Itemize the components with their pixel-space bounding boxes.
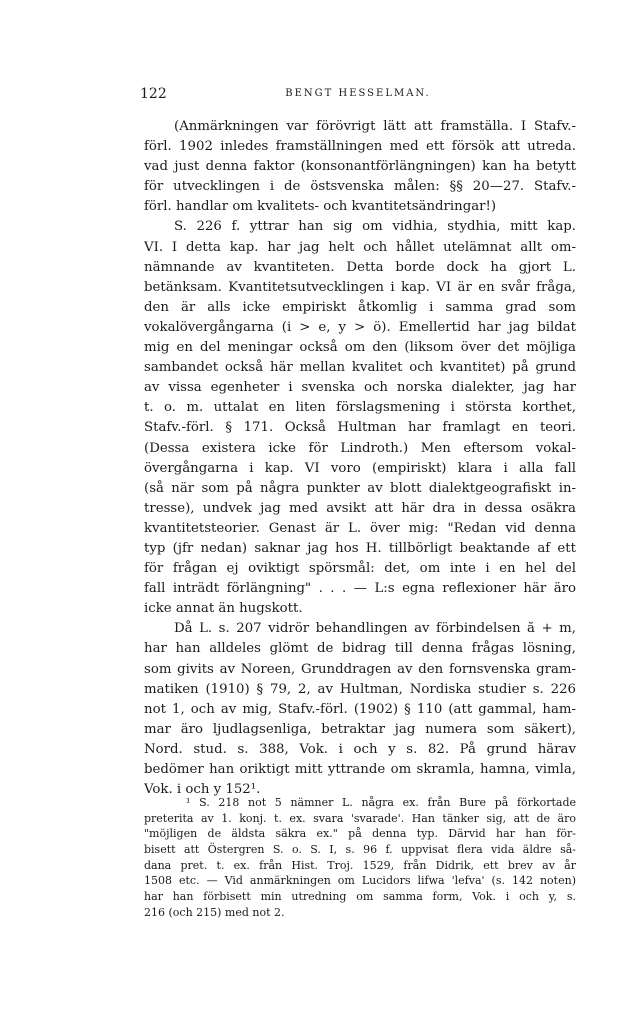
text-line: förl. 1902 inledes framställningen med ett försök att utreda.: [144, 139, 576, 155]
text-line: t. o. m. uttalat en liten förslagsmening i största korthet,: [144, 400, 576, 416]
text-line: av vissa egenheter i svenska och norska dialekter, jag har: [144, 380, 576, 396]
text-line: (så när som på några punkter av blott dialektgeografiskt in-: [144, 480, 576, 496]
text-line: vad just denna faktor (konsonantförlängningen) kan ha betytt: [144, 159, 576, 175]
text-line: för utvecklingen i de östsvenska målen: §§ 20—27. Stafv.-: [144, 179, 576, 195]
text-line: kvantitetsteorier. Genast är L. över mig: "Redan vid denna: [144, 520, 576, 536]
text-line: förl. handlar om kvalitets- och kvantitetsändringar!): [144, 199, 497, 215]
text-line: sambandet också här mellan kvalitet och kvantitet) på grund: [144, 360, 576, 376]
footnote-line: har han förbisett min utredning om samma form, Vok. i och y, s.: [144, 890, 576, 904]
footnote-line: 216 (och 215) med not 2.: [144, 905, 285, 919]
text-line: icke annat än hugskott.: [144, 601, 303, 617]
text-line: som givits av Noreen, Grunddragen av den fornsvenska gram-: [144, 661, 576, 677]
text-line: mar äro ljudlagsenliga, betraktar jag numera som säkert),: [144, 721, 576, 737]
text-line: betänksam. Kvantitetsutvecklingen i kap. VI är en svår fråga,: [144, 279, 576, 295]
text-line: Då L. s. 207 vidrör behandlingen av förbindelsen ă + m,: [174, 621, 576, 637]
text-line: typ (jfr nedan) saknar jag hos H. tillbörligt beaktande af ett: [144, 540, 576, 556]
footnote-line: bisett att Östergren S. o. S. I, s. 96 f. uppvisat flera vida äldre så-: [144, 843, 576, 857]
footnote: [144, 795, 576, 921]
page-header: [140, 86, 576, 106]
text-line: Vok. i och y 152¹.: [144, 782, 261, 798]
text-line: Nord. stud. s. 388, Vok. i och y s. 82. På grund härav: [144, 741, 576, 757]
text-line: (Dessa existera icke för Lindroth.) Men eftersom vokal-: [144, 440, 576, 456]
text-line: övergångarna i kap. VI voro (empiriskt) klara i alla fall: [144, 460, 576, 476]
footnote-line: preterita av 1. konj. t. ex. svara 'svarade'. Han tänker sig, att de äro: [144, 811, 576, 825]
text-line: matiken (1910) § 79, 2, av Hultman, Nordiska studier s. 226: [144, 681, 576, 697]
footnote-line: ¹ S. 218 not 5 nämner L. några ex. från Bure på förkortade: [186, 796, 576, 809]
text-line: fall inträdt förlängning" . . . — L:s egna reflexioner här äro: [144, 581, 576, 597]
text-line: (Anmärkningen var förövrigt lätt att framställa. I Stafv.-: [174, 119, 576, 134]
text-line: Stafv.-förl. § 171. Också Hultman har framlagt en teori.: [144, 420, 576, 436]
text-line: not 1, och av mig, Stafv.-förl. (1902) § 110 (att gammal, ham-: [144, 701, 576, 717]
page-number: 122: [140, 86, 167, 102]
text-line: tresse), undvek jag med avsikt att här dra in dessa osäkra: [144, 500, 576, 516]
text-line: S. 226 f. yttrar han sig om vidhia, stydhia, mitt kap.: [174, 219, 576, 235]
text-line: den är alls icke empiriskt åtkomlig i samma grad som: [144, 299, 576, 315]
footnote-line: dana pret. t. ex. från Hist. Troj. 1529, från Didrik, ett brev av år: [144, 858, 576, 872]
running-head: BENGT HESSELMAN.: [285, 88, 431, 99]
footnote-line: "möjligen de äldsta säkra ex." på denna typ. Därvid har han för-: [144, 827, 576, 841]
body-text: [144, 117, 576, 800]
text-line: bedömer han oriktigt mitt yttrande om skramla, hamna, vimla,: [144, 762, 576, 777]
text-line: för frågan ej oviktigt spörsmål: det, om inte i en hel del: [144, 561, 576, 577]
text-line: har han alldeles glömt de bidrag till denna frågas lösning,: [144, 641, 576, 657]
text-line: mig en del meningar också om den (liksom över det möjliga: [144, 340, 576, 356]
footnote-line: 1508 etc. — Vid anmärkningen om Lucidors lifwa 'lefva' (s. 142 noten): [144, 874, 576, 888]
text-line: vokalövergångarna (i > e, y > ö). Emellertid har jag bildat: [144, 319, 576, 335]
text-line: VI. I detta kap. har jag helt och hållet utelämnat allt om-: [144, 239, 576, 255]
text-line: nämnande av kvantiteten. Detta borde dock ha gjort L.: [144, 259, 576, 275]
